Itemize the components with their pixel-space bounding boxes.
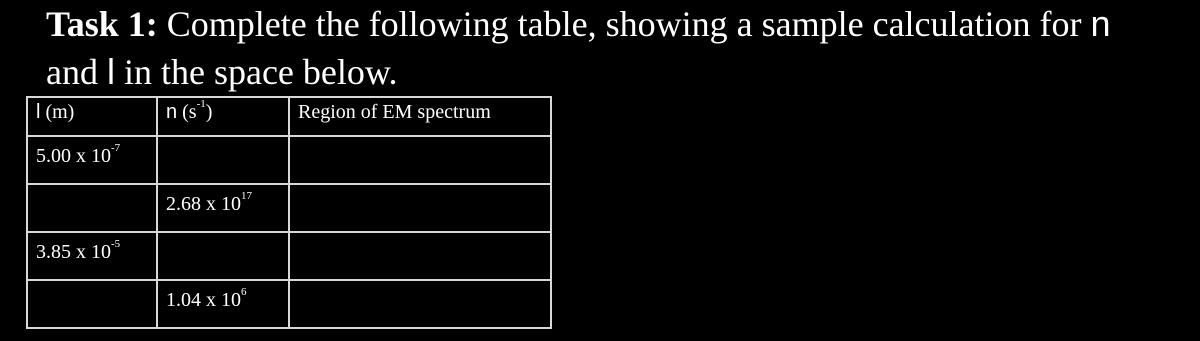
cell-exponent: 6 — [241, 286, 247, 298]
header-frequency-close: ) — [205, 101, 213, 123]
cell-frequency — [157, 280, 289, 328]
cell-frequency — [157, 184, 289, 232]
table-row — [27, 136, 551, 184]
cell-region-blank[interactable] — [289, 184, 551, 232]
header-frequency-unit: (s — [177, 101, 197, 123]
wavelength-symbol: l — [106, 51, 115, 92]
cell-frequency-blank[interactable] — [157, 136, 289, 184]
task-heading — [46, 0, 1186, 96]
table-row — [27, 280, 551, 328]
task-instruction-line2-suffix: in the space below. — [114, 52, 398, 92]
cell-frequency-blank[interactable] — [157, 232, 289, 280]
table-row — [27, 184, 551, 232]
cell-exponent: -5 — [111, 238, 121, 250]
cell-wavelength — [27, 232, 157, 280]
header-region — [289, 97, 551, 136]
cell-region-blank[interactable] — [289, 136, 551, 184]
table-header-row — [27, 97, 551, 136]
cell-value: 1.04 x 10 — [166, 289, 241, 311]
table-row — [27, 232, 551, 280]
cell-value: 3.85 x 10 — [36, 241, 111, 263]
cell-wavelength — [27, 136, 157, 184]
cell-exponent: 17 — [241, 190, 252, 202]
cell-value: 2.68 x 10 — [166, 193, 241, 215]
task-instruction-line1: Complete the following table, showing a sample calculation for — [157, 4, 1091, 44]
header-region-label: Region of EM spectrum — [298, 101, 491, 123]
cell-region-blank[interactable] — [289, 280, 551, 328]
header-frequency-symbol: n — [166, 101, 178, 123]
header-frequency — [157, 97, 289, 136]
cell-region-blank[interactable] — [289, 232, 551, 280]
header-wavelength-unit: (m) — [40, 101, 75, 123]
header-wavelength — [27, 97, 157, 136]
cell-exponent: -7 — [111, 142, 121, 154]
em-spectrum-table — [26, 96, 552, 329]
task-instruction-line2-prefix: and — [46, 52, 107, 92]
cell-wavelength-blank[interactable] — [27, 184, 157, 232]
frequency-symbol: n — [1090, 3, 1111, 44]
task-label: Task 1: — [46, 4, 158, 44]
header-frequency-exponent: -1 — [196, 98, 206, 110]
header-wavelength-symbol: l — [36, 101, 41, 123]
cell-wavelength-blank[interactable] — [27, 280, 157, 328]
cell-value: 5.00 x 10 — [36, 145, 111, 167]
